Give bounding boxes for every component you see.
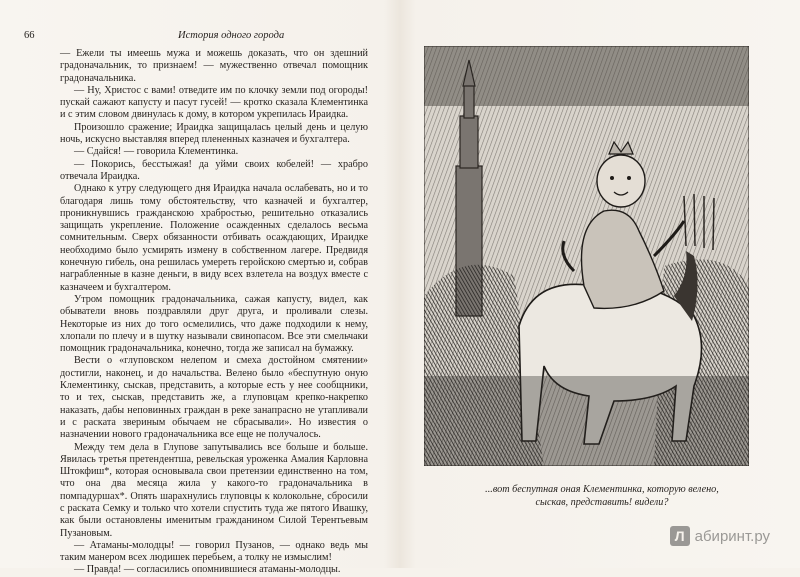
labirint-logo-icon: Л [670,526,690,546]
paragraph: — Ежели ты имеешь мужа и можешь доказать, что он здешний градоначальник, то признаем! — мужественно отвечал помощник градоначальника. [60,48,368,84]
paragraph: — Покорись, бесстыжая! да уйми своих кобелей! — храбро отвечала Ираидка. [60,158,368,182]
paragraph: Однако к утру следующего дня Ираидка начала ослабевать, но и то благодаря лишь тому обстоятельству, что казначей и бухгалтер, проникнувшись гражданскою храбростью, решительно отказались защищать укрепление. Положение осажденных сделалось весьма сомнительным. Сверх обязанности отбивать осаждающих, Ираидке необходимо было усмирять измену в собственном лагере. Предвидя конечную гибель, она решилась умереть геройскою смертью и, собрав награбленные в казне деньги, в виду всех взлетела на воздух вместе с казначеем и бухгалтером. [60,183,368,293]
paragraph: — Ну, Христос с вами! отведите им по клочку земли под огороды! пускай сажают капусту и пасут гусей! — кротко сказала Клементинка и с этим словом двинулась к дому, в котором укрепилась Ираидка. [60,84,368,121]
watermark [670,526,770,546]
paragraph: — Атаманы-молодцы! — говорил Пузанов, — однако ведь мы таким манером всех людишек перебьем, а толку не измыслим! [60,539,368,564]
page-number: 66 [24,30,35,41]
paragraph: Произошло сражение; Ираидка защищалась целый день и целую ночь, искусно выставляя вперед плененных казначея и бухгалтера. [60,121,368,146]
watermark-text: абиринт.ру [694,527,770,545]
paragraph: Вести о «глуповском нелепом и смеха достойном смятении» достигли, наконец, и до начальства. Велено было «беспутную оную Клементинку, сыскав, представить, а которые есть у нее сообщники, то и тех, сыскав, представить же, а глуповцам крепко-накрепко наказать, дабы неповинных граждан в реке занапрасно не утапливали и с раската звериным обычаем не сбрасывали». Но известия о назначении нового градоначальника все еще не получалось. [60,355,368,441]
caption-line: сыскав, представить! видели? [535,496,669,508]
running-head: История одного города [178,30,285,41]
lithograph-illustration-icon [424,46,749,466]
paragraph: Утром помощник градоначальника, сажая капусту, видел, как обыватели вновь поздравляли друг друга, и проливали слезы. Некоторые из них до того осмелились, что даже подходили к нему, хлопали по плечу и в шутку называли свинопасом. Все эти смельчаки помощник градоначальника, конечно, тогда же записал на бумажку. [60,293,368,355]
paragraph: — Правда! — согласились опомнившиеся атаманы-молодцы. [74,564,341,576]
caption-line: ...вот беспутная оная Клементинка, которую велено, [485,484,719,495]
paragraph: Между тем дела в Глупове запутывались все больше и больше. Явилась третья претендентша, ревельская уроженка Амалия Карловна Штокфиш*, которая основывала свои претензии единственно на том, что она два месяца жила у какого-то градоначальника в помпадуршах*. Опять шарахнулись глуповцы к колокольне, сбросили с раската Семку и только что хотели спустить туда же пятого Ивашку, как были остановлены именитым гражданином Силой Терентьевым Пузановым. [60,441,368,539]
body-text [60,48,368,577]
illustration-caption [462,484,742,509]
paragraph: — Сдайся! — говорила Клементинка. [74,146,239,158]
